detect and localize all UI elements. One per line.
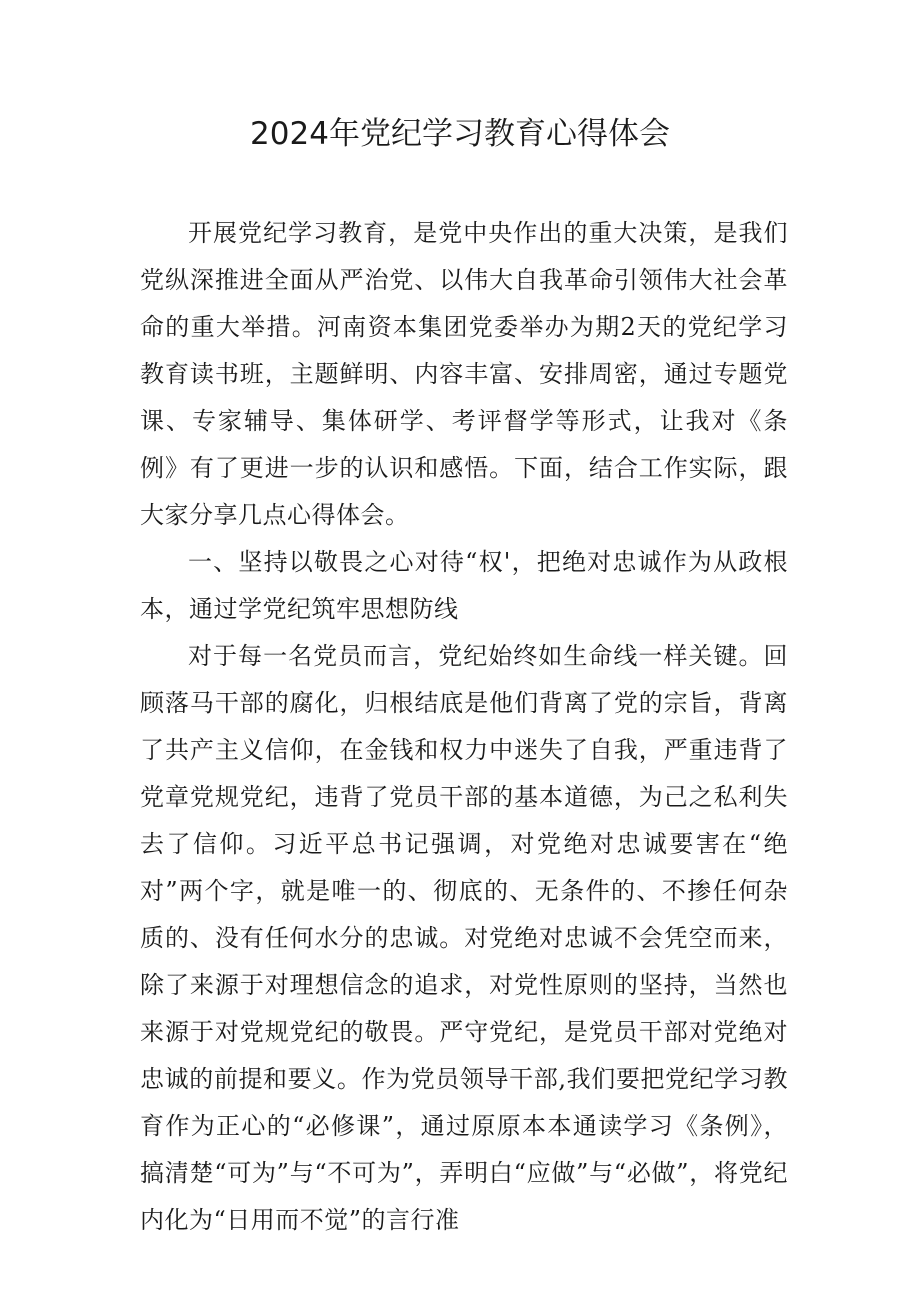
section-heading: 一、坚持以敬畏之心对待“权'，把绝对忠诚作为从政根本，通过学党纪筑牢思想防线 [140,548,788,623]
document-title: 2024年党纪学习教育心得体会 [250,116,670,152]
body-paragraph: 对于每一名党员而言，党纪始终如生命线一样关键。回顾落马干部的腐化，归根结底是他们背离了党的宗旨，背离了共产主义信仰，在金钱和权力中迷失了自我，严重违背了党章党规党纪，违背了党员干部的基本道德，为己之私利失去了信仰。习近平总书记强调，对党绝对忠诚要害在“绝对”两个字，就是唯一的、彻底的、无条件的、不掺任何杂质的、没有任何水分的忠诚。对党绝对忠诚不会凭空而来，除了来源于对理想信念的追求，对党性原则的坚持，当然也来源于对党规党纪的敬畏。严守党纪，是党员干部对党绝对忠诚的前提和要义。作为党员领导干部,我们要把党纪学习教育作为正心的“必修课”，通过原原本本通读学习《条例》，搞清楚“可为”与“不可为”，弄明白“应做”与“必做”，将党纪内化为“日用而不觉”的言行准 [140,642,788,1234]
intro-paragraph: 开展党纪学习教育，是党中央作出的重大决策，是我们党纵深推进全面从严治党、以伟大自我革命引领伟大社会革命的重大举措。河南资本集团党委举办为期2天的党纪学习教育读书班，主题鲜明、内容丰富、安排周密，通过专题党课、专家辅导、集体研学、考评督学等形式，让我对《条例》有了更进一步的认识和感悟。下面，结合工作实际，跟大家分享几点心得体会。 [140,219,788,529]
document-body [140,210,788,1244]
